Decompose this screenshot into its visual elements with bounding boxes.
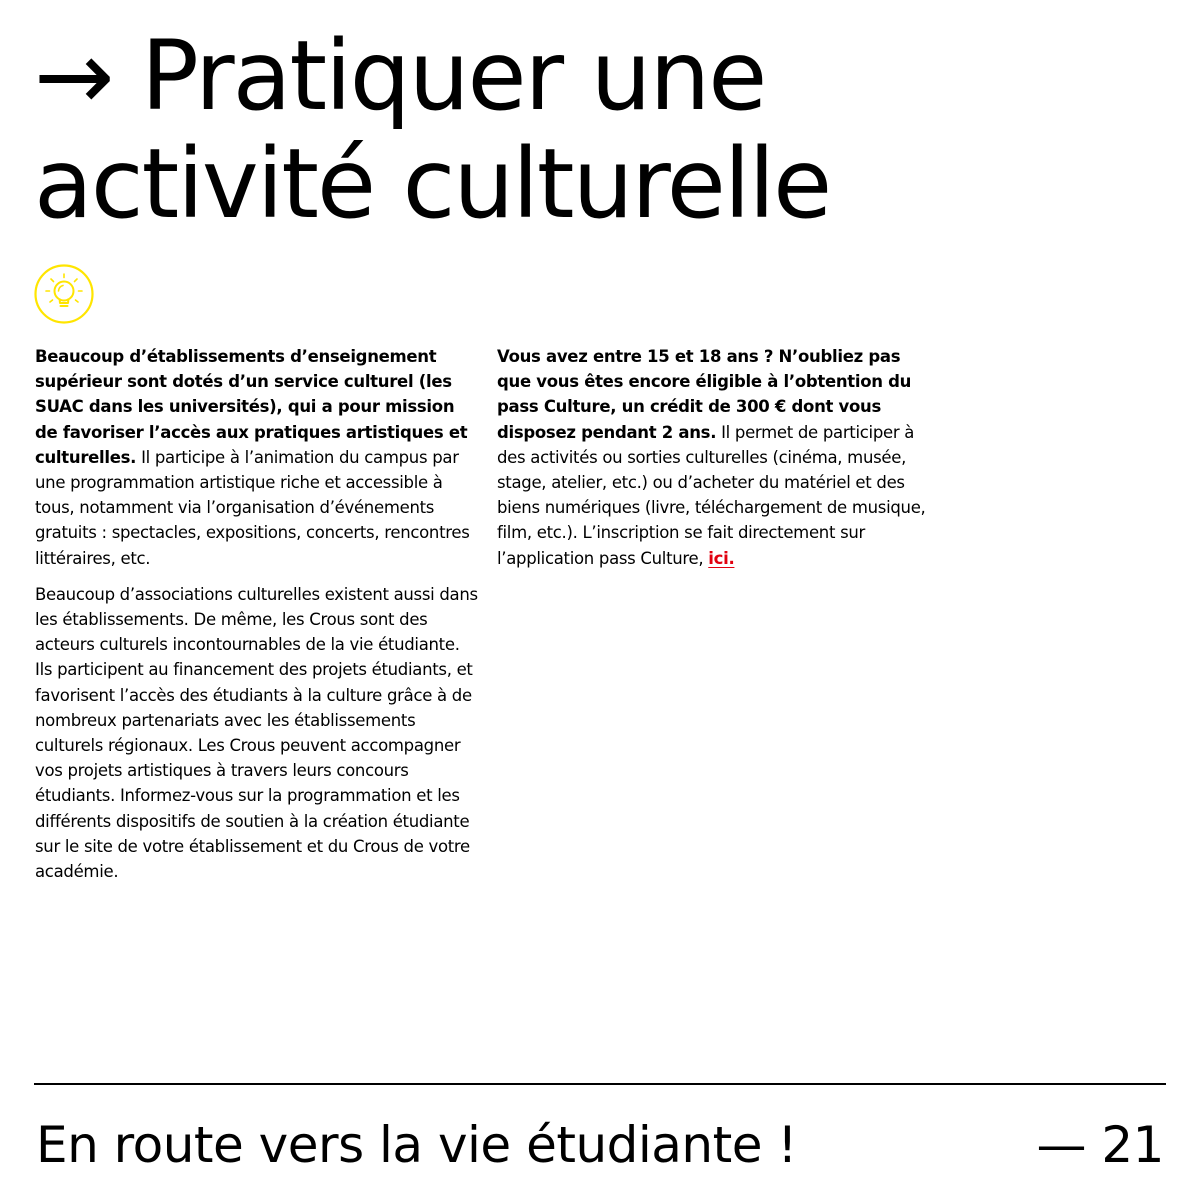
right-paragraph-1 bbox=[497, 344, 927, 571]
right-column bbox=[497, 344, 927, 582]
left-paragraph-1-body: Il participe à l’animation du campus par une programmation artistique riche et accessible à tous, notamment via l’organisation d’événements gratuits : spectacles, expositions, concerts, rencontres littéraires, etc. bbox=[35, 447, 470, 568]
page-title-line-2: activité culturelle bbox=[34, 128, 831, 240]
right-paragraph-1-lead: Vous avez entre 15 et 18 ans ? N’oubliez pas que vous êtes encore éligible à l’obtention du pass Culture, un crédit de 300 € dont vous disposez pendant 2 ans. bbox=[497, 347, 912, 442]
page-number: — 21 bbox=[1036, 1116, 1164, 1174]
footer-title: En route vers la vie étudiante ! bbox=[36, 1116, 797, 1174]
left-column bbox=[35, 344, 480, 895]
page-title-line-1: → Pratiquer une bbox=[34, 20, 766, 132]
right-paragraph-1-body: Il permet de participer à des activités ou sorties culturelles (cinéma, musée, stage, atelier, etc.) ou d’acheter du matériel et des biens numériques (livre, téléchargement de musique, film, etc.). L’inscription se fait directement sur l’application pass Culture, bbox=[497, 422, 926, 568]
footer-divider bbox=[34, 1083, 1166, 1085]
lightbulb-icon bbox=[33, 263, 95, 325]
page-title bbox=[34, 22, 830, 238]
left-paragraph-1-lead: Beaucoup d’établissements d’enseignement supérieur sont dotés d’un service culturel (les SUAC dans les universités), qui a pour mission de favoriser l’accès aux pratiques artistiques et culturelles. bbox=[35, 347, 468, 467]
left-paragraph-1 bbox=[35, 344, 480, 571]
pass-culture-link[interactable]: ici. bbox=[708, 548, 735, 568]
left-paragraph-2: Beaucoup d’associations culturelles existent aussi dans les établissements. De même, les Crous sont des acteurs culturels incontournables de la vie étudiante. Ils participent au financement des projets étudiants, et favorisent l’accès des étudiants à la culture grâce à de nombreux partenariats avec les établissements culturels régionaux. Les Crous peuvent accompagner vos projets artistiques à travers leurs concours étudiants. Informez-vous sur la programmation et les différents dispositifs de soutien à la création étudiante sur le site de votre établissement et du Crous de votre académie. bbox=[35, 584, 478, 882]
